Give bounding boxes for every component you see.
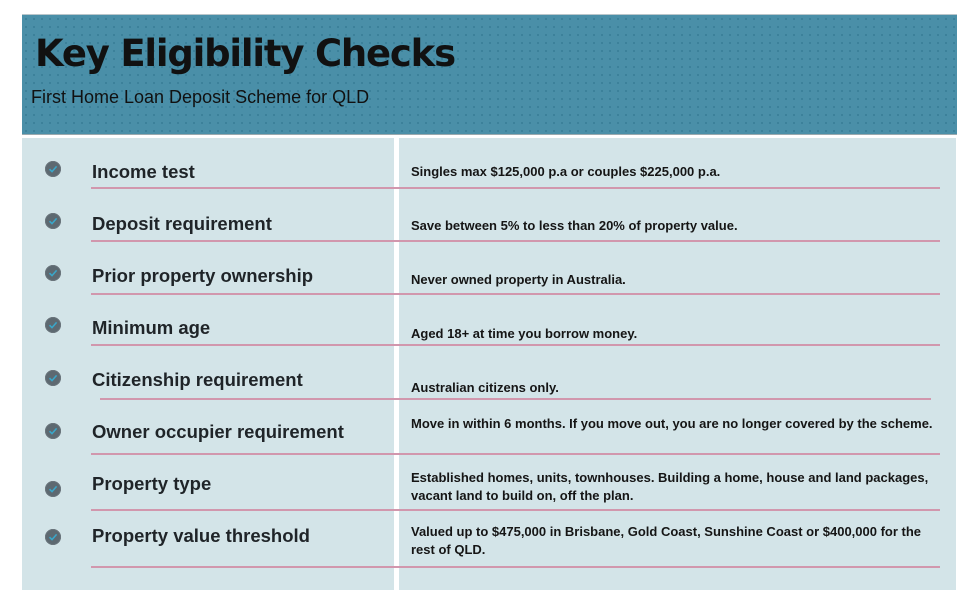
- criterion-description: Valued up to $475,000 in Brisbane, Gold Coast, Sunshine Coast or $400,000 for the rest of QLD.: [411, 524, 922, 557]
- criterion-label: Prior property ownership: [92, 265, 314, 286]
- check-circle-icon: [45, 265, 61, 281]
- check-circle-icon: [45, 423, 61, 439]
- check-circle-icon: [45, 161, 61, 177]
- criterion-label: Citizenship requirement: [92, 369, 303, 390]
- criteria-column: [22, 138, 394, 590]
- check-circle-icon: [45, 529, 61, 545]
- criterion-label: Income test: [92, 161, 195, 182]
- criterion-label: Property type: [92, 473, 212, 494]
- page-subtitle: First Home Loan Deposit Scheme for QLD: [31, 87, 370, 107]
- row-divider: [100, 398, 931, 400]
- row-divider: [91, 240, 940, 242]
- page-title: Key Eligibility Checks: [35, 32, 455, 75]
- check-circle-icon: [45, 317, 61, 333]
- criterion-description: Aged 18+ at time you borrow money.: [411, 326, 638, 341]
- row-divider: [91, 344, 940, 346]
- check-circle-icon: [45, 213, 61, 229]
- criterion-label: Minimum age: [92, 317, 211, 338]
- criterion-label: Owner occupier requirement: [92, 421, 344, 442]
- check-circle-icon: [45, 481, 61, 497]
- row-divider: [91, 293, 940, 295]
- criterion-description: Save between 5% to less than 20% of property value.: [411, 218, 738, 233]
- check-circle-icon: [45, 370, 61, 386]
- criterion-description: Singles max $125,000 p.a or couples $225,000 p.a.: [411, 164, 721, 179]
- criterion-description: Australian citizens only.: [411, 380, 559, 395]
- criterion-description: Move in within 6 months. If you move out, you are no longer covered by the scheme.: [411, 416, 933, 431]
- criterion-description: Established homes, units, townhouses. Building a home, house and land packages, vacant land to build on, off the plan.: [411, 470, 929, 503]
- row-divider: [91, 566, 940, 568]
- criterion-description: Never owned property in Australia.: [411, 272, 626, 287]
- criterion-label: Property value threshold: [92, 525, 310, 546]
- header-banner: [22, 14, 957, 135]
- row-divider: [91, 509, 940, 511]
- row-divider: [91, 187, 940, 189]
- row-divider: [91, 453, 940, 455]
- criterion-label: Deposit requirement: [92, 213, 272, 234]
